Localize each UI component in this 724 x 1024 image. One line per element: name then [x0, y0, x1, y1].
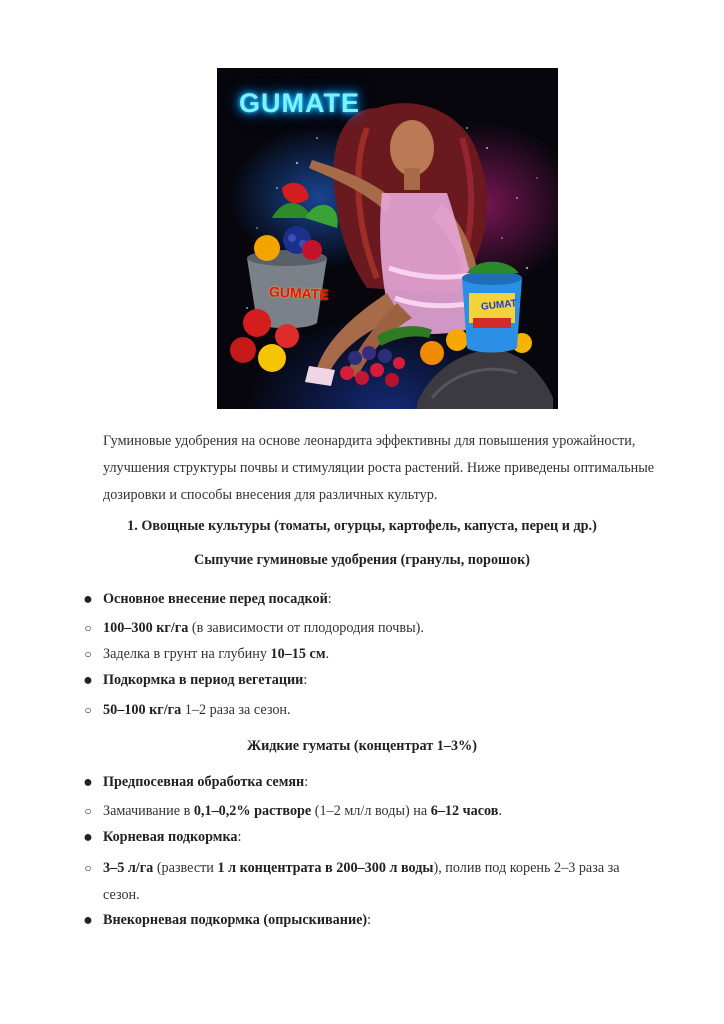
soak-end: .	[498, 803, 502, 819]
subsection-heading-dry: Сыпучие гуминовые удобрения (гранулы, порошок)	[193, 552, 531, 568]
root-dilution: 1 л концентрата в 200–300 л воды	[217, 860, 434, 876]
soak-mid: (1–2 мл/л воды) на	[311, 803, 431, 819]
rate-value: 50–100 кг/га	[103, 702, 182, 718]
bullet-circle-icon: ○	[84, 804, 92, 818]
item-label: Основное внесение перед посадкой	[103, 591, 328, 607]
bowl-label: GUMATE	[268, 283, 330, 303]
bullet-disc-icon: ●	[83, 672, 93, 689]
colon: :	[237, 829, 242, 845]
item-label: Внекорневая подкормка (опрыскивание)	[103, 912, 368, 928]
bullet-disc-icon: ●	[83, 829, 93, 846]
colon: :	[303, 672, 308, 688]
rate-note: (в зависимости от плодородия почвы).	[188, 620, 424, 636]
bullet-circle-icon: ○	[84, 647, 92, 661]
soak-time: 6–12 часов	[430, 803, 499, 819]
intro-paragraph: Гуминовые удобрения на основе леонардита эффективны для повышения урожайности, улучшения структуры почвы и стимуляции роста растений. Ниже приведены оптимальные дозировки и способы внесения для различных культур.	[103, 433, 655, 503]
item-label: Подкормка в период вегетации	[103, 672, 304, 688]
soak-text: Замачивание в	[103, 803, 194, 819]
brand-logo-text: GUMATE	[239, 88, 360, 118]
incorp-text: Заделка в грунт на глубину	[103, 646, 271, 662]
rate-value: 3–5 л/га	[103, 860, 154, 876]
item-label: Корневая подкормка	[103, 829, 238, 845]
bullet-disc-icon: ●	[83, 912, 93, 929]
hero-illustration	[217, 68, 558, 409]
incorp-depth: 10–15 см	[270, 646, 326, 662]
incorp-end: .	[325, 646, 330, 662]
subsection-heading-liquid: Жидкие гуматы (концентрат 1–3%)	[247, 738, 477, 754]
hero-image	[217, 68, 558, 409]
bullet-circle-icon: ○	[84, 703, 92, 717]
root-end: ), полив под корень 2–3 раза за сезон.	[103, 860, 620, 903]
berries	[340, 346, 405, 387]
bullet-disc-icon: ●	[83, 774, 93, 791]
bucket-label: GUMAT	[480, 298, 518, 313]
colon: :	[367, 912, 372, 928]
colon: :	[327, 591, 332, 607]
face	[390, 120, 434, 176]
bullet-circle-icon: ○	[84, 621, 92, 635]
bullet-disc-icon: ●	[83, 591, 93, 608]
item-label: Предпосевная обработка семян	[103, 774, 305, 790]
rate-note: 1–2 раза за сезон.	[181, 702, 291, 718]
root-mid: (развести	[153, 860, 218, 876]
soak-solution: 0,1–0,2% растворе	[193, 803, 312, 819]
bullet-circle-icon: ○	[84, 861, 92, 875]
rate-value: 100–300 кг/га	[103, 620, 189, 636]
tomato	[243, 309, 271, 337]
colon: :	[304, 774, 309, 790]
section-heading: 1. Овощные культуры (томаты, огурцы, картофель, капуста, перец и др.)	[127, 518, 597, 534]
